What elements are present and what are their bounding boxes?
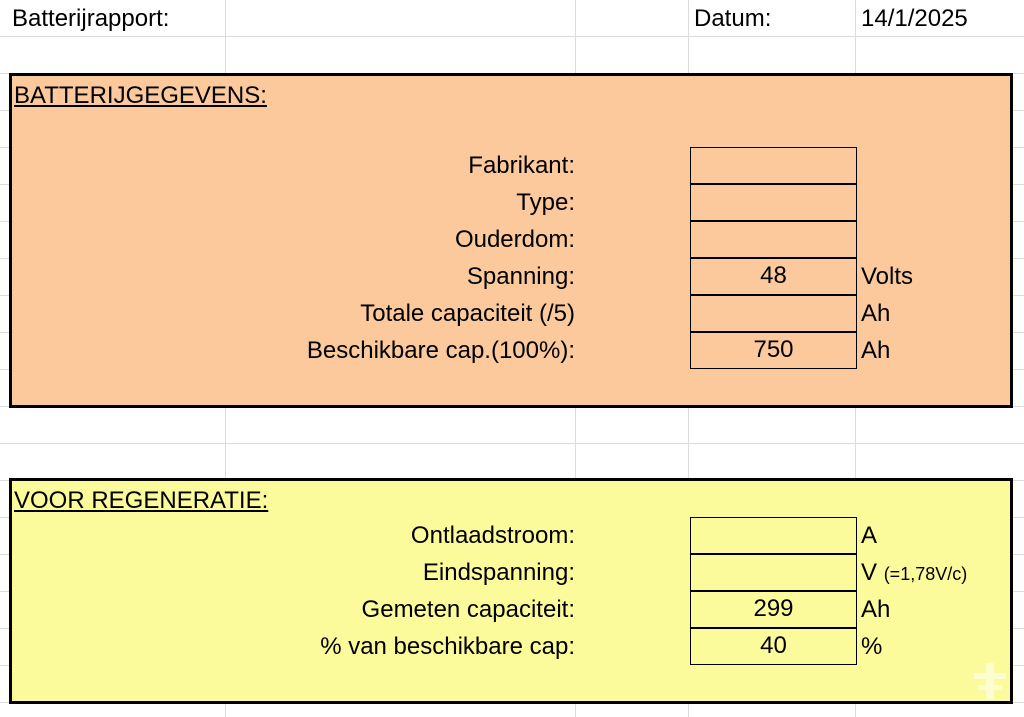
beschikbare-cap-cell[interactable]: 750 bbox=[690, 332, 857, 369]
spanning-unit: Volts bbox=[861, 263, 914, 290]
field-label-fabrikant: Fabrikant: bbox=[468, 152, 575, 179]
battery-data-section bbox=[9, 73, 1013, 408]
date-label: Datum: bbox=[694, 5, 772, 32]
watermark-logo-icon bbox=[968, 659, 1012, 703]
totale-capaciteit-unit: Ah bbox=[861, 300, 891, 327]
field-label-ouderdom: Ouderdom: bbox=[454, 226, 575, 253]
totale-capaciteit-cell[interactable] bbox=[690, 295, 857, 332]
gemeten-capaciteit-unit: Ah bbox=[861, 596, 891, 623]
percent-beschikbare-unit: % bbox=[861, 633, 883, 660]
fabrikant-cell[interactable] bbox=[690, 147, 857, 184]
field-label-ontlaadstroom: Ontlaadstroom: bbox=[410, 522, 575, 549]
field-label-type: Type: bbox=[516, 189, 575, 216]
eindspanning-cell[interactable] bbox=[690, 554, 857, 591]
field-label-percent-beschikbare: % van beschikbare cap: bbox=[320, 633, 575, 660]
date-value[interactable]: 14/1/2025 bbox=[861, 5, 968, 32]
ontlaadstroom-unit: A bbox=[861, 522, 878, 549]
eindspanning-note: (=1,78V/c) bbox=[883, 564, 968, 584]
type-cell[interactable] bbox=[690, 184, 857, 221]
beschikbare-cap-unit: Ah bbox=[861, 337, 891, 364]
field-label-totale-capaciteit: Totale capaciteit (/5) bbox=[360, 300, 575, 327]
field-label-beschikbare-cap: Beschikbare cap.(100%): bbox=[306, 337, 575, 364]
eindspanning-unit-group bbox=[861, 554, 967, 593]
percent-beschikbare-cell[interactable]: 40 bbox=[690, 628, 857, 665]
field-label-spanning: Spanning: bbox=[466, 263, 575, 290]
eindspanning-unit: V bbox=[861, 559, 878, 586]
field-label-gemeten-capaciteit: Gemeten capaciteit: bbox=[361, 596, 575, 623]
ontlaadstroom-cell[interactable] bbox=[690, 517, 857, 554]
gemeten-capaciteit-cell[interactable]: 299 bbox=[690, 591, 857, 628]
regeneration-section bbox=[9, 478, 1013, 704]
regen-section-title: VOOR REGENERATIE: bbox=[14, 487, 269, 514]
battery-section-title: BATTERIJGEGEVENS: bbox=[14, 82, 267, 109]
report-title: Batterijrapport: bbox=[12, 5, 170, 32]
spanning-cell[interactable]: 48 bbox=[690, 258, 857, 295]
ouderdom-cell[interactable] bbox=[690, 221, 857, 258]
field-label-eindspanning: Eindspanning: bbox=[422, 559, 575, 586]
